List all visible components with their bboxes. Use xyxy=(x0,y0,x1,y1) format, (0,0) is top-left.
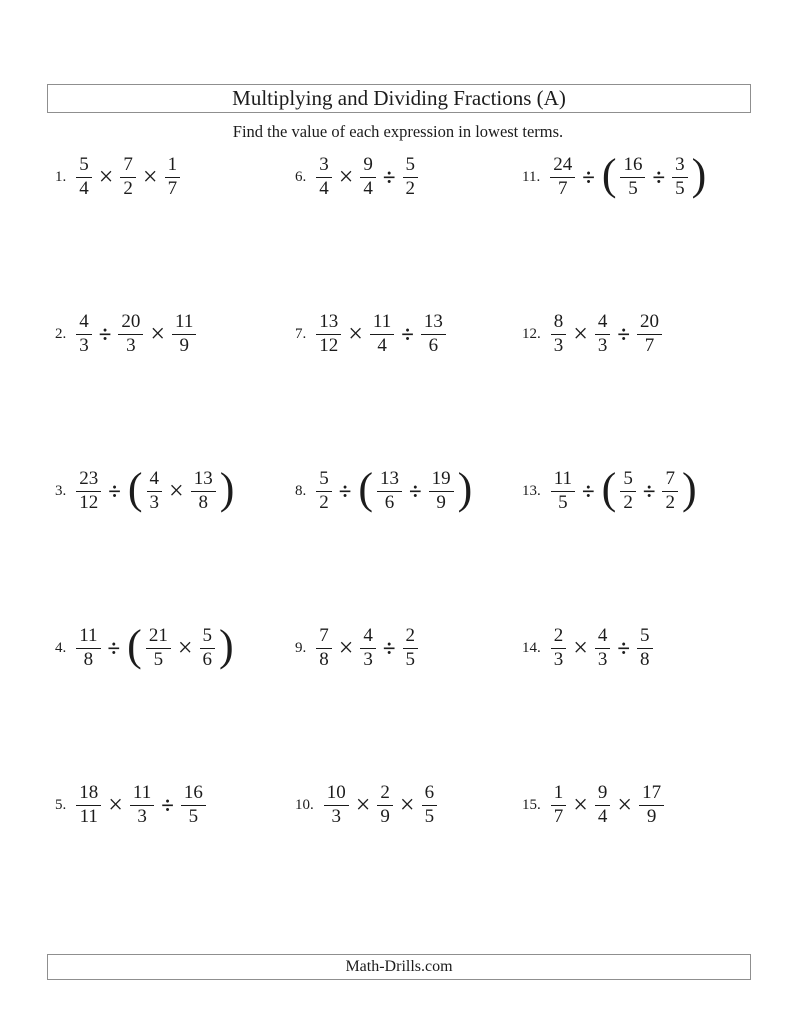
divide-operator: ÷ xyxy=(652,164,666,190)
denominator: 8 xyxy=(319,648,329,670)
close-paren: ) xyxy=(691,150,707,199)
fraction xyxy=(620,469,636,513)
problem-number: 1. xyxy=(55,168,67,185)
denominator: 12 xyxy=(319,334,339,356)
denominator: 3 xyxy=(363,648,373,670)
multiply-operator: × xyxy=(573,319,588,348)
fraction xyxy=(595,626,611,670)
denominator: 6 xyxy=(428,334,439,356)
denominator: 9 xyxy=(380,805,390,827)
denominator: 7 xyxy=(557,177,568,199)
numerator: 5 xyxy=(620,469,636,492)
numerator: 11 xyxy=(370,312,394,335)
denominator: 12 xyxy=(79,491,99,513)
fraction xyxy=(377,469,402,513)
divide-operator: ÷ xyxy=(107,635,121,661)
fraction xyxy=(403,626,419,670)
divide-operator: ÷ xyxy=(382,164,396,190)
open-paren: ( xyxy=(358,464,374,513)
problem-7 xyxy=(295,309,522,359)
fraction xyxy=(422,783,438,827)
close-paren: ) xyxy=(681,464,697,513)
denominator: 4 xyxy=(319,177,329,199)
fraction xyxy=(551,312,567,356)
divide-operator: ÷ xyxy=(582,164,595,190)
numerator: 1 xyxy=(551,783,567,806)
numerator: 2 xyxy=(377,783,393,806)
multiply-operator: × xyxy=(108,790,123,819)
denominator: 3 xyxy=(597,334,608,356)
denominator: 4 xyxy=(363,177,373,199)
denominator: 3 xyxy=(137,805,147,827)
fraction xyxy=(316,626,332,670)
problem-number: 6. xyxy=(295,168,307,185)
denominator: 7 xyxy=(644,334,655,356)
denominator: 2 xyxy=(623,491,633,513)
denominator: 3 xyxy=(79,334,89,356)
divide-operator: ÷ xyxy=(582,478,595,504)
denominator: 11 xyxy=(79,805,98,827)
fraction xyxy=(637,312,662,356)
fraction xyxy=(147,469,163,513)
fraction xyxy=(637,626,653,670)
divide-operator: ÷ xyxy=(401,321,414,347)
fraction xyxy=(595,312,611,356)
denominator: 3 xyxy=(331,805,341,827)
denominator: 9 xyxy=(179,334,189,356)
fraction xyxy=(595,783,611,827)
problem-8 xyxy=(295,466,522,516)
problem-number: 9. xyxy=(295,639,307,656)
problem-number: 8. xyxy=(295,482,307,499)
fraction xyxy=(316,312,341,356)
fraction xyxy=(429,469,454,513)
numerator: 5 xyxy=(316,469,332,492)
divide-operator: ÷ xyxy=(161,792,174,818)
denominator: 6 xyxy=(202,648,212,670)
fraction xyxy=(76,155,92,199)
denominator: 3 xyxy=(553,648,564,670)
fraction xyxy=(76,312,92,356)
numerator: 4 xyxy=(595,626,611,649)
fraction xyxy=(76,469,101,513)
numerator: 2 xyxy=(403,626,419,649)
numerator: 4 xyxy=(147,469,163,492)
numerator: 8 xyxy=(551,312,567,335)
multiply-operator: × xyxy=(617,790,633,819)
numerator: 13 xyxy=(191,469,216,492)
denominator: 2 xyxy=(665,491,675,513)
denominator: 4 xyxy=(79,177,89,199)
fraction xyxy=(620,155,645,199)
fraction xyxy=(76,626,100,670)
multiply-operator: × xyxy=(338,162,354,191)
numerator: 20 xyxy=(637,312,662,335)
numerator: 13 xyxy=(421,312,446,335)
multiply-operator: × xyxy=(169,476,184,505)
denominator: 6 xyxy=(384,491,395,513)
denominator: 5 xyxy=(675,177,685,199)
divide-operator: ÷ xyxy=(98,321,112,347)
numerator: 23 xyxy=(76,469,101,492)
problem-number: 4. xyxy=(55,639,67,656)
multiply-operator: × xyxy=(177,633,193,662)
numerator: 3 xyxy=(672,155,688,178)
multiply-operator: × xyxy=(338,633,354,662)
denominator: 4 xyxy=(377,334,387,356)
fraction xyxy=(360,626,376,670)
multiply-operator: × xyxy=(355,790,371,819)
fraction xyxy=(551,783,567,827)
numerator: 17 xyxy=(639,783,664,806)
divide-operator: ÷ xyxy=(338,478,352,504)
numerator: 11 xyxy=(551,469,575,492)
problem-9 xyxy=(295,623,522,673)
problem-6 xyxy=(295,152,522,202)
fraction xyxy=(191,469,216,513)
numerator: 19 xyxy=(429,469,454,492)
denominator: 5 xyxy=(424,805,435,827)
multiply-operator: × xyxy=(573,790,588,819)
open-paren: ( xyxy=(127,621,142,670)
fraction xyxy=(316,155,332,199)
problem-number: 11. xyxy=(522,168,541,185)
denominator: 8 xyxy=(83,648,94,670)
denominator: 2 xyxy=(319,491,329,513)
multiply-operator: × xyxy=(142,162,158,191)
numerator: 1 xyxy=(165,155,181,178)
problem-grid xyxy=(55,152,745,937)
denominator: 5 xyxy=(188,805,199,827)
problem-14 xyxy=(522,623,745,673)
numerator: 13 xyxy=(316,312,341,335)
problem-3 xyxy=(55,466,295,516)
numerator: 5 xyxy=(637,626,653,649)
numerator: 11 xyxy=(172,312,196,335)
fraction xyxy=(120,155,136,199)
close-paren: ) xyxy=(219,621,234,670)
problem-number: 7. xyxy=(295,325,307,342)
denominator: 7 xyxy=(167,177,178,199)
numerator: 16 xyxy=(620,155,645,178)
open-paren: ( xyxy=(127,464,143,513)
multiply-operator: × xyxy=(573,633,588,662)
multiply-operator: × xyxy=(98,162,114,191)
multiply-operator: × xyxy=(150,319,166,348)
problem-15 xyxy=(522,780,745,830)
open-paren: ( xyxy=(601,150,617,199)
numerator: 18 xyxy=(76,783,101,806)
denominator: 3 xyxy=(149,491,160,513)
fraction xyxy=(172,312,196,356)
problem-12 xyxy=(522,309,745,359)
numerator: 9 xyxy=(595,783,611,806)
divide-operator: ÷ xyxy=(382,635,396,661)
problem-number: 2. xyxy=(55,325,67,342)
denominator: 8 xyxy=(198,491,208,513)
problem-number: 13. xyxy=(522,482,541,499)
fraction xyxy=(377,783,393,827)
multiply-operator: × xyxy=(348,319,363,348)
fraction xyxy=(421,312,446,356)
fraction xyxy=(316,469,332,513)
divide-operator: ÷ xyxy=(617,321,631,347)
denominator: 7 xyxy=(553,805,564,827)
close-paren: ) xyxy=(219,464,235,513)
problem-number: 15. xyxy=(522,796,541,813)
problem-10 xyxy=(295,780,522,830)
title-box xyxy=(47,84,751,113)
numerator: 4 xyxy=(360,626,376,649)
denominator: 3 xyxy=(553,334,564,356)
denominator: 3 xyxy=(597,648,608,670)
open-paren: ( xyxy=(601,464,617,513)
numerator: 11 xyxy=(130,783,154,806)
numerator: 16 xyxy=(181,783,206,806)
numerator: 3 xyxy=(316,155,332,178)
problem-1 xyxy=(55,152,295,202)
divide-operator: ÷ xyxy=(642,478,656,504)
problem-4 xyxy=(55,623,295,673)
numerator: 7 xyxy=(316,626,332,649)
numerator: 6 xyxy=(422,783,438,806)
denominator: 5 xyxy=(628,177,638,199)
denominator: 9 xyxy=(646,805,657,827)
denominator: 2 xyxy=(405,177,416,199)
denominator: 4 xyxy=(597,805,608,827)
numerator: 4 xyxy=(76,312,92,335)
fraction xyxy=(639,783,664,827)
numerator: 7 xyxy=(120,155,136,178)
fraction xyxy=(130,783,154,827)
divide-operator: ÷ xyxy=(409,478,422,504)
denominator: 5 xyxy=(405,648,416,670)
problem-number: 5. xyxy=(55,796,67,813)
fraction xyxy=(403,155,419,199)
fraction xyxy=(76,783,101,827)
problem-number: 10. xyxy=(295,796,314,813)
fraction xyxy=(551,469,575,513)
fraction xyxy=(146,626,171,670)
numerator: 5 xyxy=(200,626,216,649)
fraction xyxy=(165,155,181,199)
problem-11 xyxy=(522,152,745,202)
problem-5 xyxy=(55,780,295,830)
numerator: 21 xyxy=(146,626,171,649)
divide-operator: ÷ xyxy=(108,478,121,504)
multiply-operator: × xyxy=(399,790,415,819)
numerator: 10 xyxy=(324,783,349,806)
divide-operator: ÷ xyxy=(617,635,631,661)
problem-number: 14. xyxy=(522,639,541,656)
numerator: 24 xyxy=(550,155,575,178)
denominator: 9 xyxy=(436,491,446,513)
close-paren: ) xyxy=(457,464,473,513)
problem-number: 12. xyxy=(522,325,541,342)
fraction xyxy=(181,783,206,827)
numerator: 5 xyxy=(403,155,419,178)
fraction xyxy=(360,155,376,199)
numerator: 4 xyxy=(595,312,611,335)
numerator: 9 xyxy=(360,155,376,178)
numerator: 20 xyxy=(118,312,143,335)
denominator: 5 xyxy=(153,648,164,670)
fraction xyxy=(662,469,678,513)
fraction xyxy=(550,155,575,199)
problem-2 xyxy=(55,309,295,359)
numerator: 7 xyxy=(662,469,678,492)
denominator: 2 xyxy=(123,177,133,199)
fraction xyxy=(324,783,349,827)
page-title: Multiplying and Dividing Fractions (A) xyxy=(232,86,566,110)
instructions-text: Find the value of each expression in lowest terms. xyxy=(232,122,564,141)
denominator: 5 xyxy=(558,491,568,513)
numerator: 5 xyxy=(76,155,92,178)
footer-box xyxy=(47,954,751,980)
problem-number: 3. xyxy=(55,482,67,499)
numerator: 13 xyxy=(377,469,402,492)
denominator: 3 xyxy=(126,334,136,356)
fraction xyxy=(118,312,143,356)
denominator: 8 xyxy=(640,648,650,670)
problem-13 xyxy=(522,466,745,516)
footer-site-label: Math-Drills.com xyxy=(345,958,453,975)
numerator: 2 xyxy=(551,626,567,649)
fraction xyxy=(200,626,216,670)
fraction xyxy=(551,626,567,670)
numerator: 11 xyxy=(76,626,100,649)
fraction xyxy=(370,312,394,356)
fraction xyxy=(672,155,688,199)
